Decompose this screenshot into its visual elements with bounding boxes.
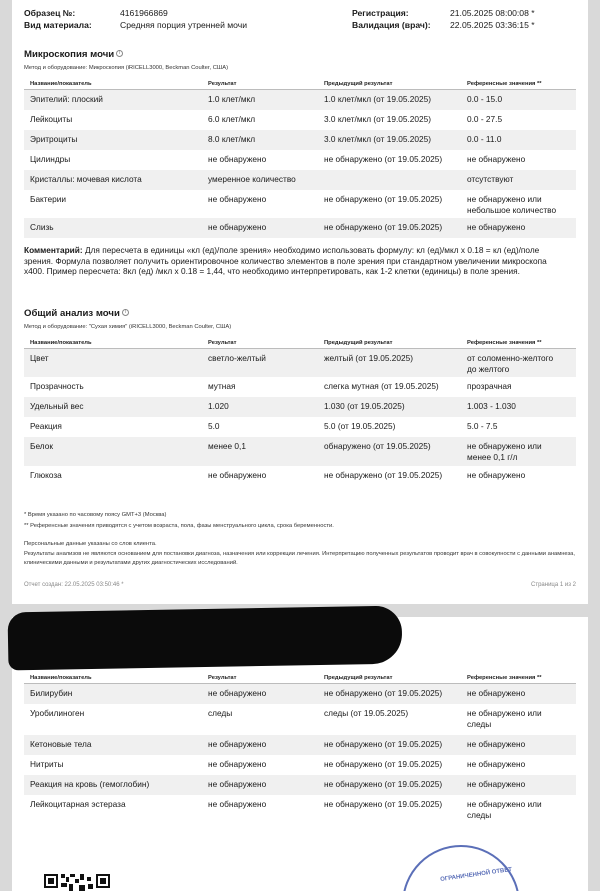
row-reference: не обнаружено или небольшое количество: [467, 194, 557, 215]
table-row: [24, 437, 576, 466]
info-icon[interactable]: i: [116, 50, 123, 57]
row-result: светло-желтый: [208, 353, 266, 363]
row-name: Белок: [30, 441, 53, 451]
row-name: Кристаллы: мочевая кислота: [30, 174, 142, 184]
column-previous: Предыдущий результат: [324, 340, 393, 346]
row-name: Реакция: [30, 421, 62, 431]
column-result: Результат: [208, 81, 237, 87]
row-reference: от соломенно-желтого до желтого: [467, 353, 554, 374]
microscopy-method: Метод и оборудование: Микроскопия (iRICELL3000, Beckman Coulter, США): [24, 65, 229, 71]
table-row: [24, 755, 576, 775]
column-previous: Предыдущий результат: [324, 675, 393, 681]
column-name: Название/показатель: [30, 675, 92, 681]
row-previous: не обнаружено (от 19.05.2025): [324, 470, 443, 480]
table-row: [24, 735, 576, 755]
row-name: Слизь: [30, 222, 54, 232]
row-reference: не обнаружено или следы: [467, 799, 542, 820]
table-row: [24, 110, 576, 130]
row-name: Лейкоциты: [30, 114, 73, 124]
row-reference: не обнаружено: [467, 470, 526, 480]
comment-block: [24, 245, 562, 277]
row-previous: слегка мутная (от 19.05.2025): [324, 381, 439, 391]
table-row: [24, 466, 576, 486]
row-previous: 3.0 клет/мкл (от 19.05.2025): [324, 114, 432, 124]
row-reference: не обнаружено: [467, 688, 526, 698]
general-title-text: Общий анализ мочи: [24, 308, 120, 319]
general-table-header: [24, 339, 576, 349]
column-result: Результат: [208, 675, 237, 681]
table-row: [24, 190, 576, 218]
table-row: [24, 417, 576, 437]
row-reference: не обнаружено: [467, 739, 526, 749]
column-reference: Референсные значения **: [467, 675, 542, 681]
row-previous: не обнаружено (от 19.05.2025): [324, 194, 443, 204]
row-previous: не обнаружено (от 19.05.2025): [324, 688, 443, 698]
row-result: не обнаружено: [208, 154, 267, 164]
microscopy-title-text: Микроскопия мочи: [24, 49, 115, 60]
table-row: [24, 170, 576, 190]
row-reference: не обнаружено: [467, 779, 526, 789]
table-row: [24, 349, 576, 377]
table-row: [24, 150, 576, 170]
general-title: [24, 308, 129, 319]
column-reference: Референсные значения **: [467, 81, 542, 87]
table-row: [24, 704, 576, 735]
table-row: [24, 377, 576, 397]
row-name: Прозрачность: [30, 381, 84, 391]
row-result: умеренное количество: [208, 174, 296, 184]
row-previous: не обнаружено (от 19.05.2025): [324, 759, 443, 769]
row-result: 1.0 клет/мкл: [208, 94, 256, 104]
row-name: Билирубин: [30, 688, 73, 698]
info-icon[interactable]: i: [122, 309, 129, 316]
row-name: Лейкоцитарная эстераза: [30, 799, 126, 809]
column-result: Результат: [208, 340, 237, 346]
material-label: Вид материала:: [24, 20, 92, 30]
registration-label: Регистрация:: [352, 8, 409, 18]
row-previous: обнаружено (от 19.05.2025): [324, 441, 431, 451]
row-reference: 0.0 - 27.5: [467, 114, 503, 124]
stamp-seal-text: ОГРАНИЧЕННОЙ ОТВЕТ: [439, 866, 513, 884]
registration-value: 21.05.2025 08:00:08 *: [450, 8, 535, 18]
row-previous: не обнаружено (от 19.05.2025): [324, 154, 443, 164]
sample-value: 4161966869: [120, 8, 168, 18]
column-name: Название/показатель: [30, 81, 92, 87]
row-reference: 1.003 - 1.030: [467, 401, 516, 411]
general-method: Метод и оборудование: "Сухая химия" (iRICELL3000, Beckman Coulter, США): [24, 324, 232, 330]
validation: [352, 20, 431, 31]
microscopy-title: [24, 49, 123, 60]
material-type: [24, 20, 92, 31]
validation-value: 22.05.2025 03:36:15 *: [450, 20, 535, 30]
row-result: не обнаружено: [208, 222, 267, 232]
table-row: [24, 684, 576, 704]
row-name: Уробилиноген: [30, 708, 85, 718]
row-previous: 1.030 (от 19.05.2025): [324, 401, 405, 411]
disclaimer: Результаты анализов не являются основанием для постановки диагноза, назначения или коррекции лечения. Интерпретацию полученных результатов проводит врач в совокупности с данными анамнеза, клиническими данными и результатами других диагностических исследований.: [24, 551, 576, 566]
row-reference: 5.0 - 7.5: [467, 421, 498, 431]
row-reference: прозрачная: [467, 381, 512, 391]
microscopy-table-header: [24, 80, 576, 90]
row-reference: отсутствуют: [467, 174, 514, 184]
footnote-time: * Время указано по часовому поясу GMT+3 (Москва): [24, 512, 167, 518]
page2-table-header: [24, 674, 576, 684]
row-name: Кетоновые тела: [30, 739, 92, 749]
row-reference: не обнаружено или менее 0,1 г/л: [467, 441, 542, 462]
sample-number: [24, 8, 75, 19]
row-result: 6.0 клет/мкл: [208, 114, 256, 124]
row-previous: 3.0 клет/мкл (от 19.05.2025): [324, 134, 432, 144]
row-previous: не обнаружено (от 19.05.2025): [324, 779, 443, 789]
row-result: следы: [208, 708, 233, 718]
row-name: Глюкоза: [30, 470, 62, 480]
registration: [352, 8, 409, 19]
row-result: не обнаружено: [208, 194, 267, 204]
row-previous: следы (от 19.05.2025): [324, 708, 409, 718]
row-name: Цвет: [30, 353, 49, 363]
comment-label: Комментарий:: [24, 245, 83, 255]
row-reference: 0.0 - 11.0: [467, 134, 502, 144]
row-name: Нитриты: [30, 759, 64, 769]
validation-label: Валидация (врач):: [352, 20, 431, 30]
row-result: не обнаружено: [208, 779, 267, 789]
column-reference: Референсные значения **: [467, 340, 542, 346]
report-page-1: [12, 0, 588, 604]
row-name: Эритроциты: [30, 134, 78, 144]
row-result: 5.0: [208, 421, 220, 431]
table-row: [24, 218, 576, 238]
row-result: не обнаружено: [208, 739, 267, 749]
comment-text: Для пересчета в единицы «кл (ед)/поле зрения» необходимо использовать формулу: кл (ед)/мкл x 0.18 = кл (ед)/поле зрения. Формула позволяет получить ориентировочное количество элементов в поле зрения при стандартном увеличении микроскопа x400. Пример пересчета: 8кл (ед) /мкл x 0.18 = 1,44, что необходимо интерпретировать, как 1-2 клетки (единицы) в поле зрения.: [24, 245, 547, 277]
row-reference: не обнаружено: [467, 759, 526, 769]
table-row: [24, 775, 576, 795]
row-result: 1.020: [208, 401, 229, 411]
column-name: Название/показатель: [30, 340, 92, 346]
row-result: 8.0 клет/мкл: [208, 134, 256, 144]
row-reference: не обнаружено: [467, 222, 526, 232]
footnote-reference: ** Референсные значения приводятся с учетом возраста, пола, фазы менструального цикла, срока беременности.: [24, 523, 334, 529]
row-name: Эпителий: плоский: [30, 94, 103, 104]
row-result: не обнаружено: [208, 688, 267, 698]
row-result: не обнаружено: [208, 470, 267, 480]
redaction-mark: [8, 606, 403, 671]
table-row: [24, 130, 576, 150]
row-result: мутная: [208, 381, 236, 391]
row-result: менее 0,1: [208, 441, 246, 451]
row-name: Удельный вес: [30, 401, 84, 411]
row-reference: 0.0 - 15.0: [467, 94, 503, 104]
row-previous: желтый (от 19.05.2025): [324, 353, 414, 363]
footnote-personal: Персональные данные указаны со слов клиента.: [24, 541, 157, 547]
row-previous: не обнаружено (от 19.05.2025): [324, 799, 443, 809]
row-name: Реакция на кровь (гемоглобин): [30, 779, 150, 789]
table-row: [24, 90, 576, 110]
row-reference: не обнаружено: [467, 154, 526, 164]
qr-code: [44, 874, 110, 891]
row-previous: 5.0 (от 19.05.2025): [324, 421, 396, 431]
row-name: Бактерии: [30, 194, 66, 204]
row-name: Цилиндры: [30, 154, 71, 164]
material-value: Средняя порция утренней мочи: [120, 20, 248, 30]
row-previous: не обнаружено (от 19.05.2025): [324, 222, 443, 232]
report-created: Отчет создан: 22.05.2025 03:50:46 *: [24, 582, 124, 588]
row-result: не обнаружено: [208, 759, 267, 769]
sample-label: Образец №:: [24, 8, 76, 18]
table-row: [24, 795, 576, 826]
row-result: не обнаружено: [208, 799, 267, 809]
row-previous: 1.0 клет/мкл (от 19.05.2025): [324, 94, 432, 104]
table-row: [24, 397, 576, 417]
column-previous: Предыдущий результат: [324, 81, 393, 87]
page-number: Страница 1 из 2: [531, 582, 576, 588]
row-reference: не обнаружено или следы: [467, 708, 542, 729]
row-previous: не обнаружено (от 19.05.2025): [324, 739, 443, 749]
